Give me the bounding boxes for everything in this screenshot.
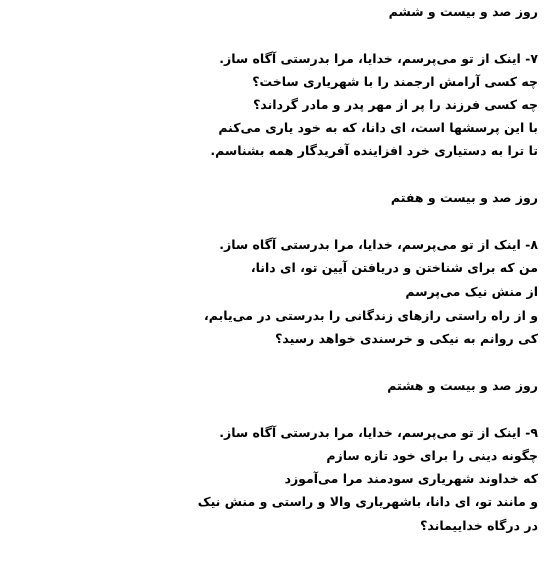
verse-line: و از راه راستی رازهای زندگانی را بدرستی در می‌یابم، [204, 308, 538, 323]
verse-line: چه کسی فرزند را پر از مهر پدر و مادر گرداند؟ [253, 97, 538, 112]
section-heading-127: روز صد و بیست و هفتم [390, 190, 538, 205]
verse-line: از منش نیک می‌پرسم [405, 284, 538, 299]
verse-line: تا ترا به دستیاری خرد افزاینده آفریدگار همه بشناسم. [210, 143, 538, 158]
verse-line: من که برای شناختن و دریافتن آیین تو، ای دانا، [250, 260, 538, 275]
verse-line: کی روانم به نیکی و خرسندی خواهد رسید؟ [275, 331, 538, 346]
verse-line: در درگاه خداییماند؟ [420, 518, 538, 533]
verse-line: ۷- اینک از تو می‌پرسم، خدایا، مرا بدرستی آگاه ساز. [219, 51, 538, 66]
verse-line: و مانند تو، ای دانا، باشهریاری والا و راستی و منش نیک [197, 494, 538, 509]
verse-line: با این پرسشها است، ای دانا، که به خود یاری می‌کنم [218, 120, 538, 135]
verse-line: ۸- اینک از تو می‌پرسم، خدایا، مرا بدرستی آگاه ساز. [219, 237, 538, 252]
section-heading-126: روز صد و بیست و ششم [388, 4, 538, 19]
verse-line: چگونه دینی را برای خود تازه سازم [326, 448, 538, 463]
verse-line: ۹- اینک از تو می‌پرسم، خدایا، مرا بدرستی آگاه ساز. [219, 425, 538, 440]
section-heading-128: روز صد و بیست و هشتم [387, 378, 538, 393]
verse-line: که خداوند شهریاری سودمند مرا می‌آموزد [284, 471, 538, 486]
verse-line: چه کسی آرامش ارجمند را با شهریاری ساخت؟ [252, 74, 538, 89]
